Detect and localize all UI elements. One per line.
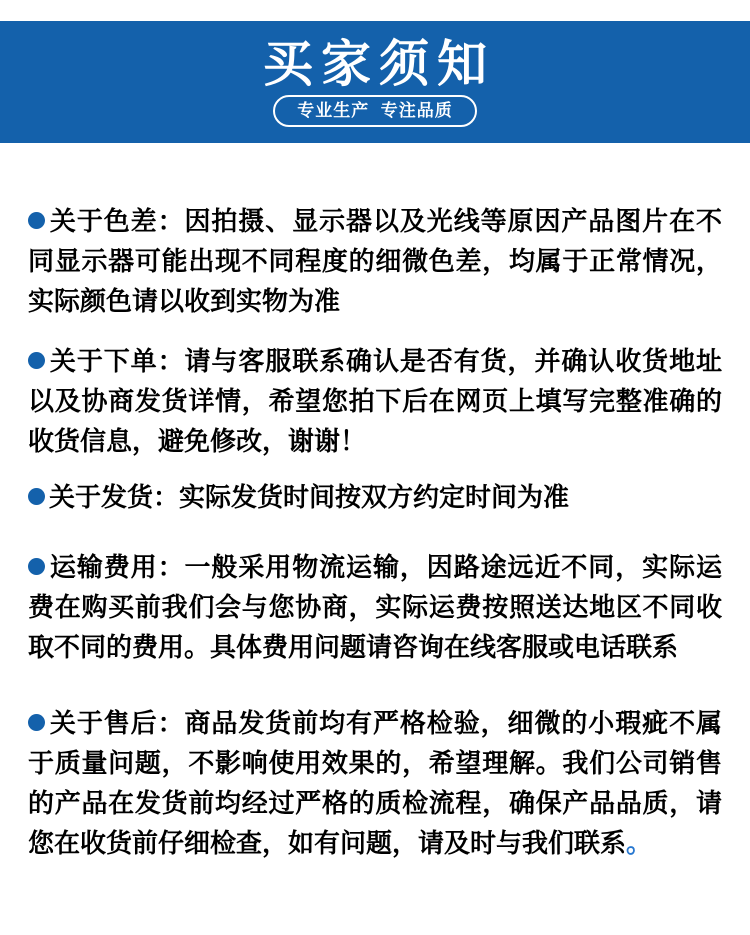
notice-text: 关于发货：实际发货时间按双方约定时间为准 (49, 482, 570, 512)
notice-tail: 。 (626, 828, 653, 858)
bullet-icon (28, 558, 45, 575)
notice-item-after-sales (28, 703, 722, 863)
notice-text: 关于色差：因拍摄、显示器以及光线等原因产品图片在不同显示器可能出现不同程度的细微色差，均属于正常情况，实际颜色请以收到实物为准 (28, 206, 722, 316)
bullet-icon (28, 488, 45, 505)
header-banner (0, 21, 750, 143)
notice-item-freight-cost (28, 547, 722, 667)
bullet-icon (28, 352, 45, 369)
notice-text: 关于售后：商品发货前均有严格检验，细微的小瑕疵不属于质量问题，不影响使用效果的，希望理解。我们公司销售的产品在发货前均经过严格的质检流程，确保产品品质，请您在收货前仔细检查，如有问题，请及时与我们联系 (28, 708, 722, 858)
top-white-gap (0, 0, 750, 21)
notice-list (0, 143, 750, 863)
notice-item-ordering (28, 341, 722, 461)
bullet-icon (28, 212, 45, 229)
page-title: 买家须知 (263, 36, 495, 92)
notice-text: 关于下单：请与客服联系确认是否有货，并确认收货地址以及协商发货详情，希望您拍下后在网页上填写完整准确的收货信息，避免修改，谢谢！ (28, 346, 722, 456)
notice-item-shipping (28, 477, 722, 517)
subtitle-badge: 专业生产 专注品质 (273, 95, 476, 127)
notice-item-color-difference (28, 201, 722, 321)
notice-text: 运输费用：一般采用物流运输，因路途远近不同，实际运费在购买前我们会与您协商，实际运费按照送达地区不同收取不同的费用。具体费用问题请咨询在线客服或电话联系 (28, 552, 722, 662)
bullet-icon (28, 714, 45, 731)
